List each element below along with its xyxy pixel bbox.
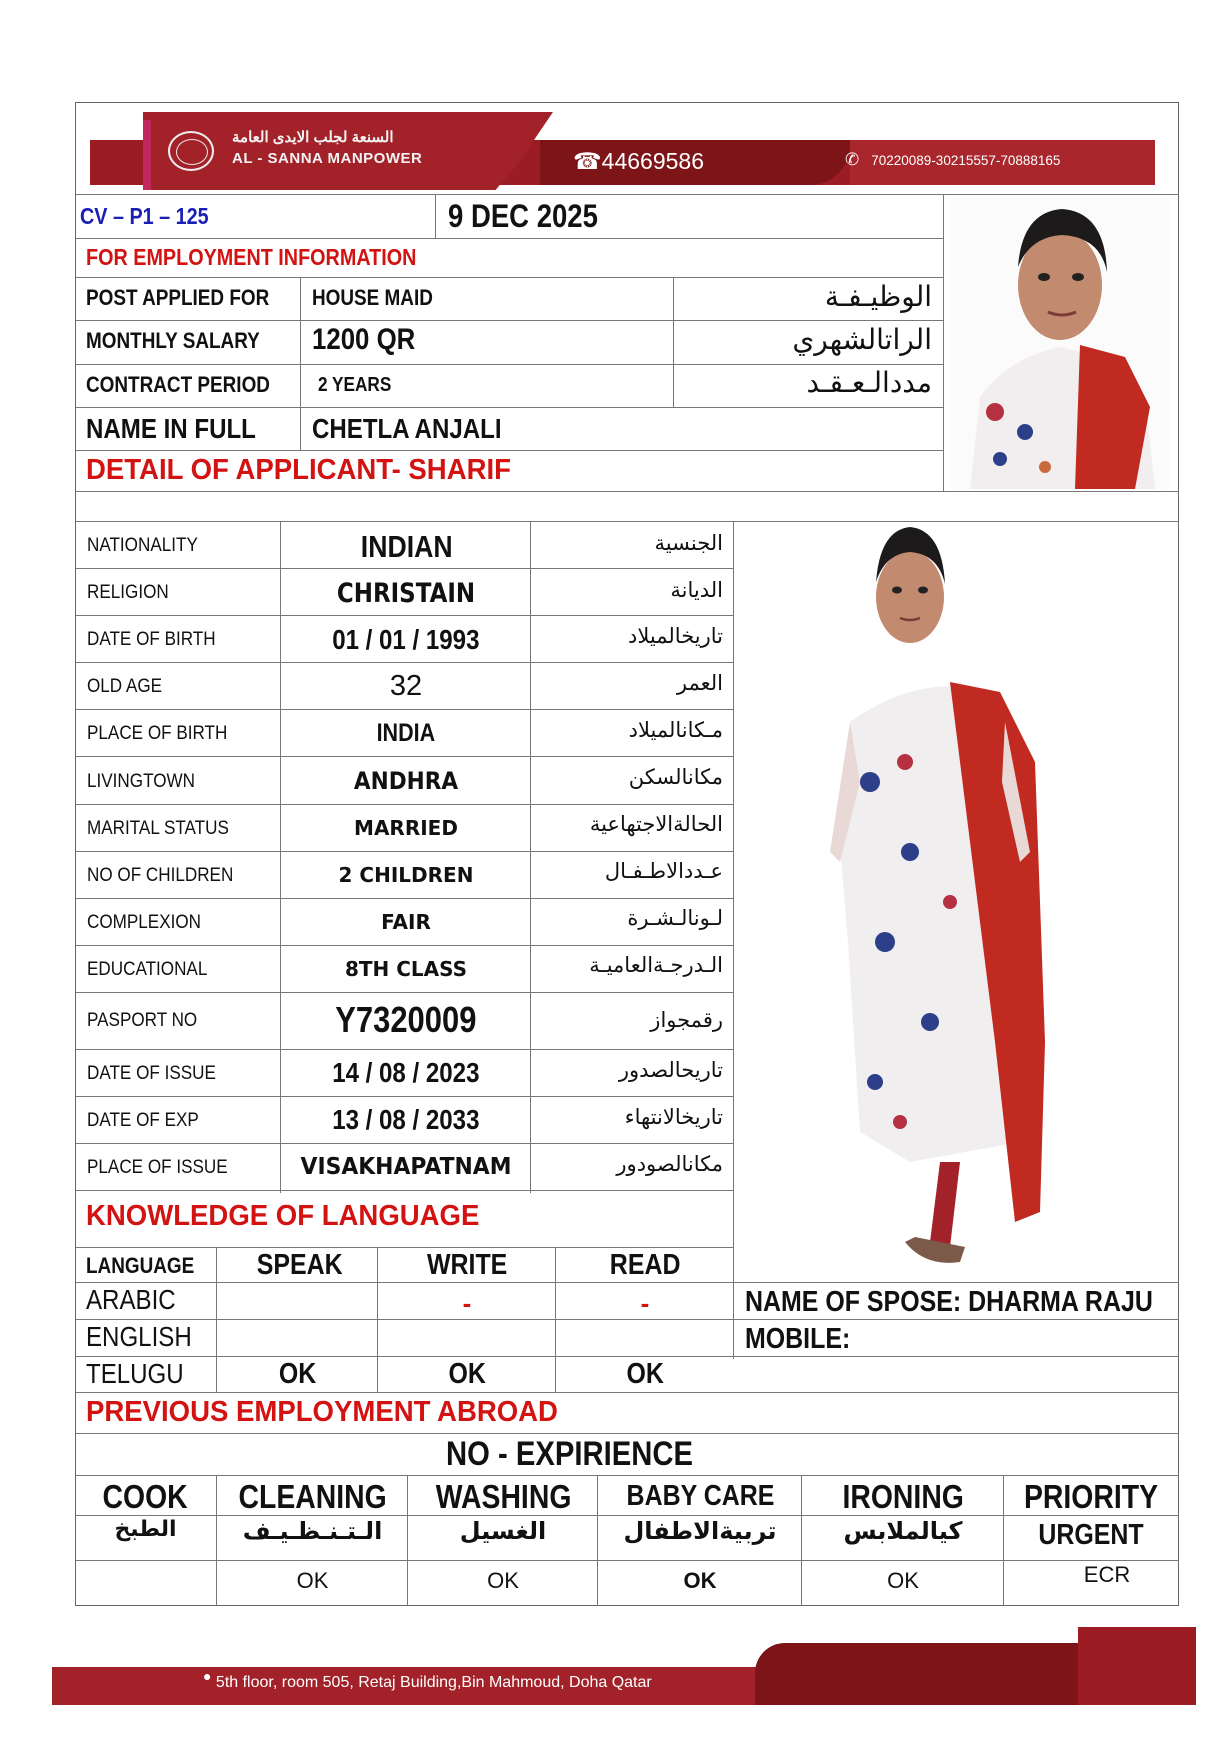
language-section-title: KNOWLEDGE OF LANGUAGE	[86, 1200, 480, 1232]
footer-address	[203, 1668, 652, 1692]
post-applied-value: HOUSE MAID	[312, 285, 433, 310]
skill-label-arabic: كيالملابس	[843, 1517, 963, 1545]
children-value: 2 CHILDREN	[338, 863, 474, 887]
place-of-birth-label: PLACE OF BIRTH	[87, 723, 228, 744]
applicant-detail-title: DETAIL OF APPLICANT- SHARIF	[86, 454, 511, 486]
place-of-issue-label: PLACE OF ISSUE	[87, 1157, 228, 1178]
telephone-icon: ☎	[573, 148, 602, 174]
skill-label: CLEANING	[238, 1478, 387, 1515]
skill-label: WASHING	[435, 1478, 572, 1515]
passport-no-label: PASPORT NO	[87, 1010, 198, 1031]
children-label-arabic: عـددالاطـفـال	[604, 859, 723, 883]
monthly-salary-value: 1200 QR	[312, 323, 416, 356]
priority-ecr: ECR	[1083, 1562, 1131, 1587]
dob-value: 01 / 01 / 1993	[332, 624, 480, 655]
date-of-expiry-value: 13 / 08 / 2033	[332, 1104, 480, 1135]
skill-label-arabic: الطبخ	[114, 1517, 177, 1542]
age-value: 32	[389, 670, 423, 702]
children-label: NO OF CHILDREN	[87, 865, 234, 886]
date-of-expiry-label: DATE OF EXP	[87, 1110, 199, 1131]
spouse-mobile: MOBILE:	[745, 1323, 851, 1355]
complexion-value: FAIR	[381, 910, 431, 934]
language-name: ENGLISH	[86, 1321, 192, 1352]
priority-label: PRIORITY	[1023, 1478, 1159, 1515]
nationality-label: NATIONALITY	[87, 535, 198, 556]
date-of-issue-label-arabic: تاريحالصدور	[618, 1058, 723, 1082]
date-of-expiry-label-arabic: تاريخالانتهاء	[624, 1105, 723, 1129]
complexion-label: COMPLEXION	[87, 912, 202, 933]
landline-number: 44669586	[601, 148, 704, 174]
marital-status-label: MARITAL STATUS	[87, 818, 229, 839]
skill-label: COOK	[102, 1478, 188, 1515]
age-label: OLD AGE	[87, 676, 163, 697]
marital-status-label-arabic: الحالةالاجتهاعية	[589, 812, 723, 836]
address-text: 5th floor, room 505, Retaj Building,Bin Mahmoud, Doha Qatar	[215, 1674, 652, 1691]
complexion-label-arabic: لـونالـشـرة	[627, 906, 723, 930]
passport-no-value: Y7320009	[335, 999, 477, 1040]
living-town-value: ANDHRA	[353, 767, 459, 795]
experience-summary: NO - EXPIRIENCE	[446, 1435, 693, 1473]
applicant-full-body-photo	[790, 522, 1110, 1274]
nationality-label-arabic: الجنسية	[654, 531, 723, 555]
previous-employment-title: PREVIOUS EMPLOYMENT ABROAD	[86, 1396, 558, 1428]
skill-label: BABY CARE	[626, 1480, 775, 1512]
mobile-numbers: 70220089-30215557-70888165	[871, 153, 1061, 168]
contract-period-label: CONTRACT PERIOD	[86, 372, 270, 397]
place-of-issue-value: VISAKHAPATNAM	[300, 1154, 512, 1180]
monthly-salary-label-arabic: الراتالشهري	[792, 323, 932, 356]
dob-label-arabic: تاريخالميلاد	[628, 624, 723, 648]
skill-label: IRONING	[842, 1478, 964, 1515]
language-name: ARABIC	[86, 1284, 176, 1315]
read-col-header: READ	[609, 1249, 681, 1281]
date-of-issue-label: DATE OF ISSUE	[87, 1063, 216, 1084]
skill-label-arabic: الغسيل	[459, 1517, 547, 1545]
monthly-salary-label: MONTHLY SALARY	[86, 328, 260, 353]
post-applied-label: POST APPLIED FOR	[86, 285, 270, 310]
contract-period-label-arabic: مددالـعـقـد	[806, 366, 932, 399]
living-town-label-arabic: مكانالسكن	[628, 765, 723, 789]
living-town-label: LIVINGTOWN	[87, 771, 195, 792]
footer-right-panel	[1078, 1627, 1196, 1705]
passport-no-label-arabic: رقمجواز	[650, 1008, 723, 1032]
education-label: EDUCATIONAL	[87, 959, 208, 980]
place-of-birth-label-arabic: مـكانالميلاد	[628, 718, 723, 742]
place-of-issue-label-arabic: مكانالصودور	[616, 1152, 723, 1176]
skill-value: OK	[683, 1568, 717, 1593]
dob-label: DATE OF BIRTH	[87, 629, 216, 650]
speak-col-header: SPEAK	[256, 1249, 343, 1281]
write-col-header: WRITE	[426, 1249, 508, 1281]
skill-value: OK	[487, 1568, 519, 1593]
language-name: TELUGU	[86, 1358, 184, 1389]
religion-label: RELIGION	[87, 582, 169, 603]
arabic-read: -	[640, 1288, 650, 1318]
skill-label-arabic: الـتـنـظـيـف	[242, 1517, 383, 1545]
contract-period-value: 2 YEARS	[318, 374, 392, 396]
education-value: 8TH CLASS	[344, 957, 468, 981]
telugu-speak: OK	[278, 1358, 317, 1390]
priority-value: URGENT	[1038, 1519, 1144, 1551]
cv-code: CV – P1 – 125	[80, 203, 209, 229]
portrait-photo-illustration	[950, 197, 1170, 489]
employment-section-title: FOR EMPLOYMENT INFORMATION	[86, 244, 417, 270]
company-name-arabic: السنعة لجلب الايدى العامة	[232, 129, 394, 146]
nationality-value: INDIAN	[360, 529, 453, 564]
education-label-arabic: الـدرجـةالعاميـة	[589, 953, 723, 977]
arabic-write: -	[462, 1288, 472, 1318]
applicant-portrait-photo	[950, 197, 1170, 489]
skill-value: OK	[296, 1568, 329, 1593]
age-label-arabic: العمر	[676, 671, 723, 695]
full-name-label: NAME IN FULL	[86, 413, 256, 444]
skill-value: OK	[887, 1568, 919, 1593]
full-name-value: CHETLA ANJALI	[312, 413, 502, 444]
mobile-phone-icon: ✆	[845, 150, 860, 169]
religion-value: CHRISTAIN	[336, 578, 476, 609]
skill-label-arabic: تربيةالاطفال	[623, 1517, 777, 1545]
post-applied-label-arabic: الوظيـفـة	[824, 280, 932, 313]
footer-dark-panel	[755, 1643, 1085, 1705]
place-of-birth-value: INDIA	[376, 719, 436, 747]
full-body-photo-illustration	[790, 522, 1110, 1274]
telugu-write: OK	[448, 1358, 486, 1390]
cv-date: 9 DEC 2025	[448, 198, 598, 234]
marital-status-value: MARRIED	[354, 816, 458, 840]
religion-label-arabic: الديانة	[670, 578, 723, 602]
telugu-read: OK	[626, 1358, 664, 1390]
company-name-english: AL - SANNA MANPOWER	[232, 150, 423, 167]
spouse-name: NAME OF SPOSE: DHARMA RAJU	[745, 1286, 1153, 1318]
date-of-issue-value: 14 / 08 / 2023	[332, 1057, 480, 1088]
language-col-header: LANGUAGE	[86, 1253, 195, 1278]
map-pin-icon: ●	[203, 1668, 212, 1684]
